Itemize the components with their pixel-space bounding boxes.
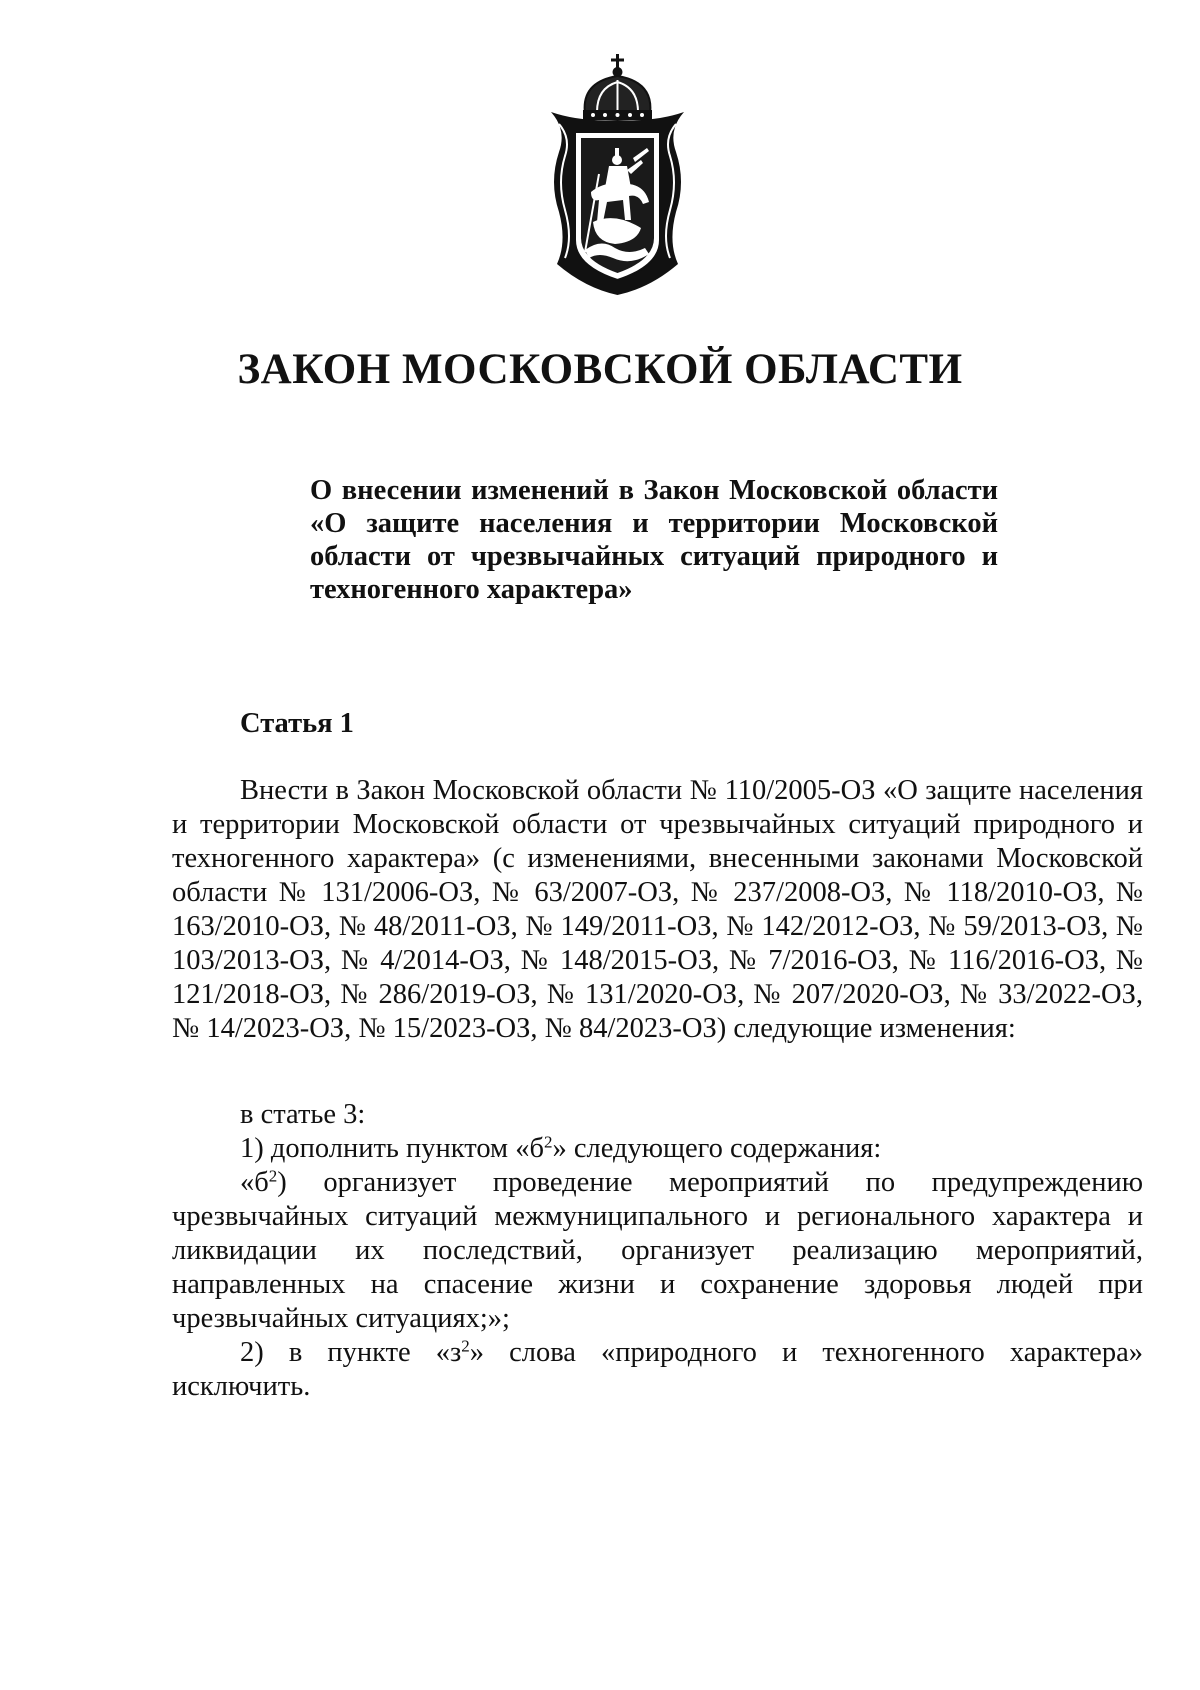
amendment-item-2: 2) в пункте «$з^2$» слова «природного и техногенного характера» исключить. — [172, 1336, 1143, 1402]
law-title: ЗАКОН МОСКОВСКОЙ ОБЛАСТИ — [237, 346, 963, 393]
coat-of-arms-icon — [545, 52, 690, 297]
section-intro: в статье 3: — [240, 1099, 366, 1130]
amendment-item-1: 1) дополнить пунктом «$б^2$» следующего содержания: — [240, 1132, 882, 1164]
article-body-intro — [172, 774, 1143, 1046]
superscript: 2 — [461, 1336, 470, 1356]
amendment-item-1-text: «$б^2$) организует проведение мероприятий по предупреждению чрезвычайных ситуаций межмуниципального и регионального характера и ликвидации их последствий, организует реализацию мероприятий, направленных на спасение жизни и сохранение здоровья людей при чрезвычайных ситуациях;»; — [172, 1166, 1143, 1334]
superscript: 2 — [268, 1166, 278, 1186]
article-body-amendments — [172, 1098, 1143, 1404]
law-subtitle: О внесении изменений в Закон Московской области «О защите населения и территории Московской области от чрезвычайных ситуаций природного и техногенного характера» — [310, 475, 998, 605]
superscript: 2 — [543, 1132, 553, 1152]
article-heading: Статья 1 — [240, 708, 354, 739]
intro-paragraph: Внести в Закон Московской области № 110/2005-ОЗ «О защите населения и территории Московской области от чрезвычайных ситуаций природного и техногенного характера» (с изменениями, внесенными законами Московской области № 131/2006-ОЗ, № 63/2007-ОЗ, № 237/2008-ОЗ, № 118/2010-ОЗ, № 163/2010-ОЗ, № 48/2011-ОЗ, № 149/2011-ОЗ, № 142/2012-ОЗ, № 59/2013-ОЗ, № 103/2013-ОЗ, № 4/2014-ОЗ, № 148/2015-ОЗ, № 7/2016-ОЗ, № 116/2016-ОЗ, № 121/2018-ОЗ, № 286/2019-ОЗ, № 131/2020-ОЗ, № 207/2020-ОЗ, № 33/2022-ОЗ, № 14/2023-ОЗ, № 15/2023-ОЗ, № 84/2023-ОЗ) следующие изменения: — [172, 775, 1143, 1044]
crown-icon — [583, 54, 652, 120]
